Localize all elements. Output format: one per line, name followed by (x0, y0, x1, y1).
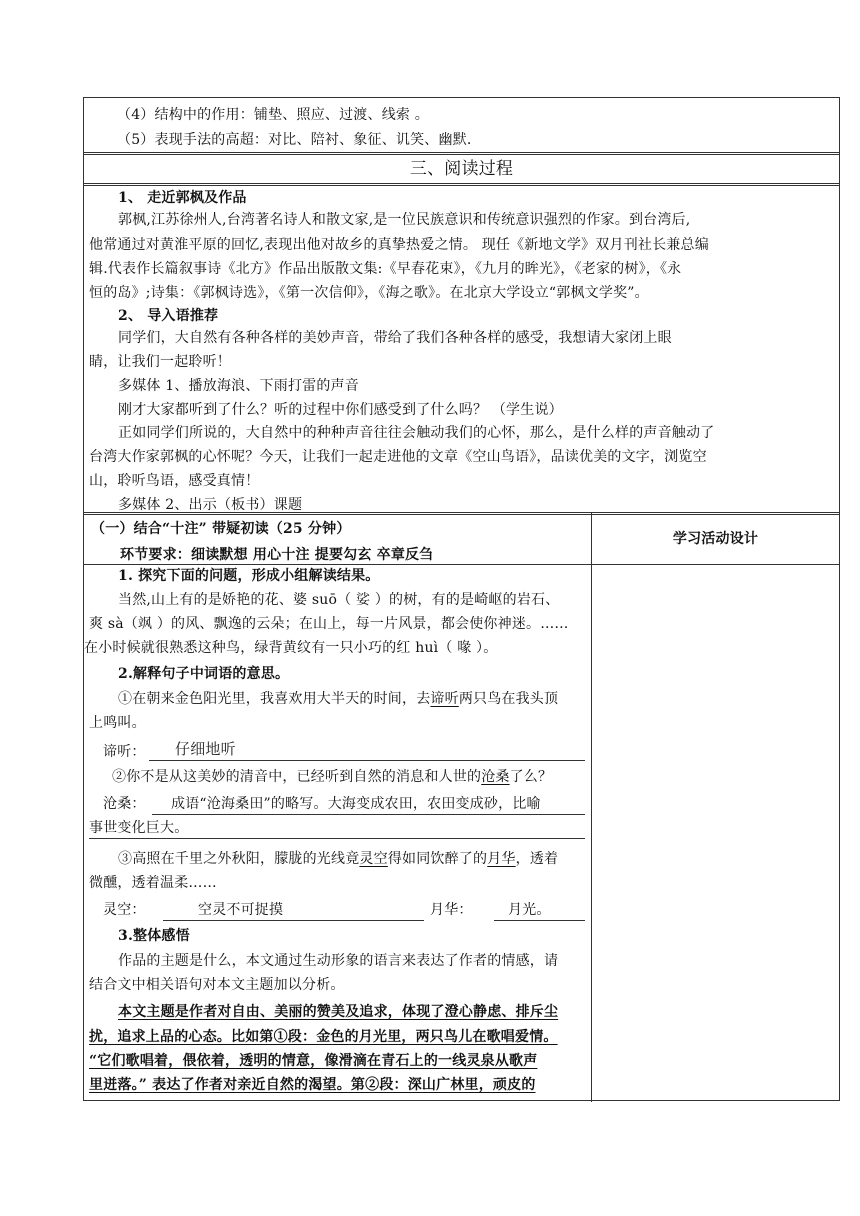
section-title: 三、阅读过程 (409, 159, 514, 179)
author-paragraph-line: 恒的岛》;诗集：《郭枫诗选》，《第一次信仰》，《海之歌》。在北京大学设立“郭枫文学奖”。 (89, 285, 649, 301)
answer-4-text: 月光。 (508, 902, 551, 918)
author-paragraph-line: 郭枫,江苏徐州人,台湾著名诗人和散文家,是一位民族意识和传统意识强烈的作家。到台湾后, (118, 212, 691, 228)
answer-4-label: 月华： (430, 902, 473, 918)
answer-1-text: 仔细地听 (175, 740, 236, 758)
column-divider (591, 512, 592, 1102)
answer-2-line (152, 814, 585, 815)
question-1-line: 在小时候就很熟悉这种鸟，绿背黄纹有一只小巧的红 huì（ 喙 ）。 (84, 640, 498, 656)
divider (84, 183, 839, 186)
answer-1-line (149, 760, 585, 761)
question-2-title: 2.解释句子中词语的意思。 (118, 666, 290, 682)
intro-line: 山，聆听鸟语，感受真情！ (89, 473, 260, 489)
question-3-line: 作品的主题是什么，本文通过生动形象的语言来表达了作者的情感，请 (118, 953, 559, 969)
sentence-1: ①在朝来金色阳光里，我喜欢用大半天的时间，去谛听两只鸟在我头顶 (118, 691, 559, 707)
answer-paragraph-line: 里迸落。” 表达了作者对亲近自然的渴望。第②段：深山广林里，顽皮的 (89, 1077, 536, 1093)
part-one-requirement: 环节要求：细读默想 用心十注 提要勾玄 卒章反刍 (120, 547, 434, 563)
intro-line: 同学们，大自然有各种各样的美妙声音，带给了我们各种各样的感受，我想请大家闭上眼 (118, 330, 672, 346)
answer-3-line (163, 920, 424, 921)
answer-paragraph-line: “它们歌唱着，偎依着，透明的情意，像滑滴在青石上的一线灵泉从歌声 (89, 1053, 538, 1069)
lesson-table (83, 97, 840, 1101)
answer-paragraph-line: 本文主题是作者对自由、美丽的赞美及追求，体现了澄心静虑、排斥尘 (118, 1004, 559, 1020)
answer-4-line (494, 920, 585, 921)
technique-line: （5）表现手法的高超：对比、陪衬、象征、讥笑、幽默. (117, 132, 472, 148)
answer-1-label: 谛听： (103, 744, 146, 760)
underlined-word: 灵空 (359, 851, 388, 867)
intro-line: 正如同学们所说的，大自然中的种种声音往往会触动我们的心怀，那么，是什么样的声音触动了 (118, 425, 715, 441)
answer-2-line (89, 838, 585, 839)
author-paragraph-line: 辑.代表作长篇叙事诗《北方》作品出版散文集:《早春花束》，《九月的眸光》，《老家的树》，《永 (89, 261, 682, 277)
side-column-header: 学习活动设计 (672, 531, 759, 547)
author-paragraph-line: 他常通过对黄淮平原的回忆,表现出他对故乡的真挚热爱之情。 现任《新地文学》双月刊社长兼总编 (89, 237, 709, 253)
underlined-word: 谛听 (430, 691, 459, 707)
intro-line: 睛，让我们一起聆听！ (89, 354, 231, 370)
sentence-1-cont: 上鸣叫。 (89, 715, 146, 731)
answer-2-text: 成语“沧海桑田”的略写。大海变成农田，农田变成砂，比喻 (171, 796, 541, 812)
answer-3-label: 灵空： (103, 902, 146, 918)
answer-3-text: 空灵不可捉摸 (198, 902, 284, 918)
heading-author: 1、 走近郭枫及作品 (118, 190, 247, 206)
intro-line: 台湾大作家郭枫的心怀呢？今天，让我们一起走进他的文章《空山鸟语》，品读优美的文字，浏览空 (89, 449, 707, 465)
heading-intro: 2、 导入语推荐 (118, 308, 219, 324)
intro-line: 多媒体 1、播放海浪、下雨打雷的声音 (118, 378, 359, 394)
sentence-3: ③高照在千里之外秋阳，朦胧的光线竟灵空得如同饮醉了的月华，透着 (118, 851, 559, 867)
part-one-header: （一）结合“十注” 带疑初读（25 分钟） (91, 521, 351, 537)
divider (84, 512, 839, 515)
question-3-title: 3.整体感悟 (118, 928, 190, 944)
intro-line: 刚才大家都听到了什么？听的过程中你们感受到了什么吗？ （学生说） (118, 402, 563, 418)
answer-2-text-cont: 事世变化巨大。 (89, 820, 189, 836)
sentence-2: ②你不是从这美妙的清音中，已经听到自然的消息和人世的沧桑了么？ (112, 769, 553, 785)
divider (84, 152, 839, 155)
underlined-word: 沧桑 (481, 769, 510, 785)
divider (84, 564, 839, 565)
answer-paragraph-line: 扰，追求上品的心态。比如第①段：金色的月光里，两只鸟儿在歌唱爱情。 (89, 1029, 558, 1045)
sentence-3-cont: 微醺，透着温柔…… (89, 875, 217, 891)
question-3-line: 结合文中相关语句对本文主题加以分析。 (89, 977, 345, 993)
question-1-line: 爽 sà（飒 ）的风、飘逸的云朵；在山上，每一片风景，都会使你神迷。…… (89, 616, 569, 632)
intro-line: 多媒体 2、出示（板书）课题 (118, 497, 303, 513)
question-1-line: 当然,山上有的是娇艳的花、婆 suō（ 娑 ）的树，有的是崎岖的岩石、 (118, 592, 560, 608)
structure-role-line: （4）结构中的作用：铺垫、照应、过渡、线索 。 (117, 107, 429, 123)
underlined-word: 月华 (487, 851, 516, 867)
answer-2-label: 沧桑： (103, 796, 146, 812)
question-1-title: 1. 探究下面的问题，形成小组解读结果。 (118, 568, 380, 584)
